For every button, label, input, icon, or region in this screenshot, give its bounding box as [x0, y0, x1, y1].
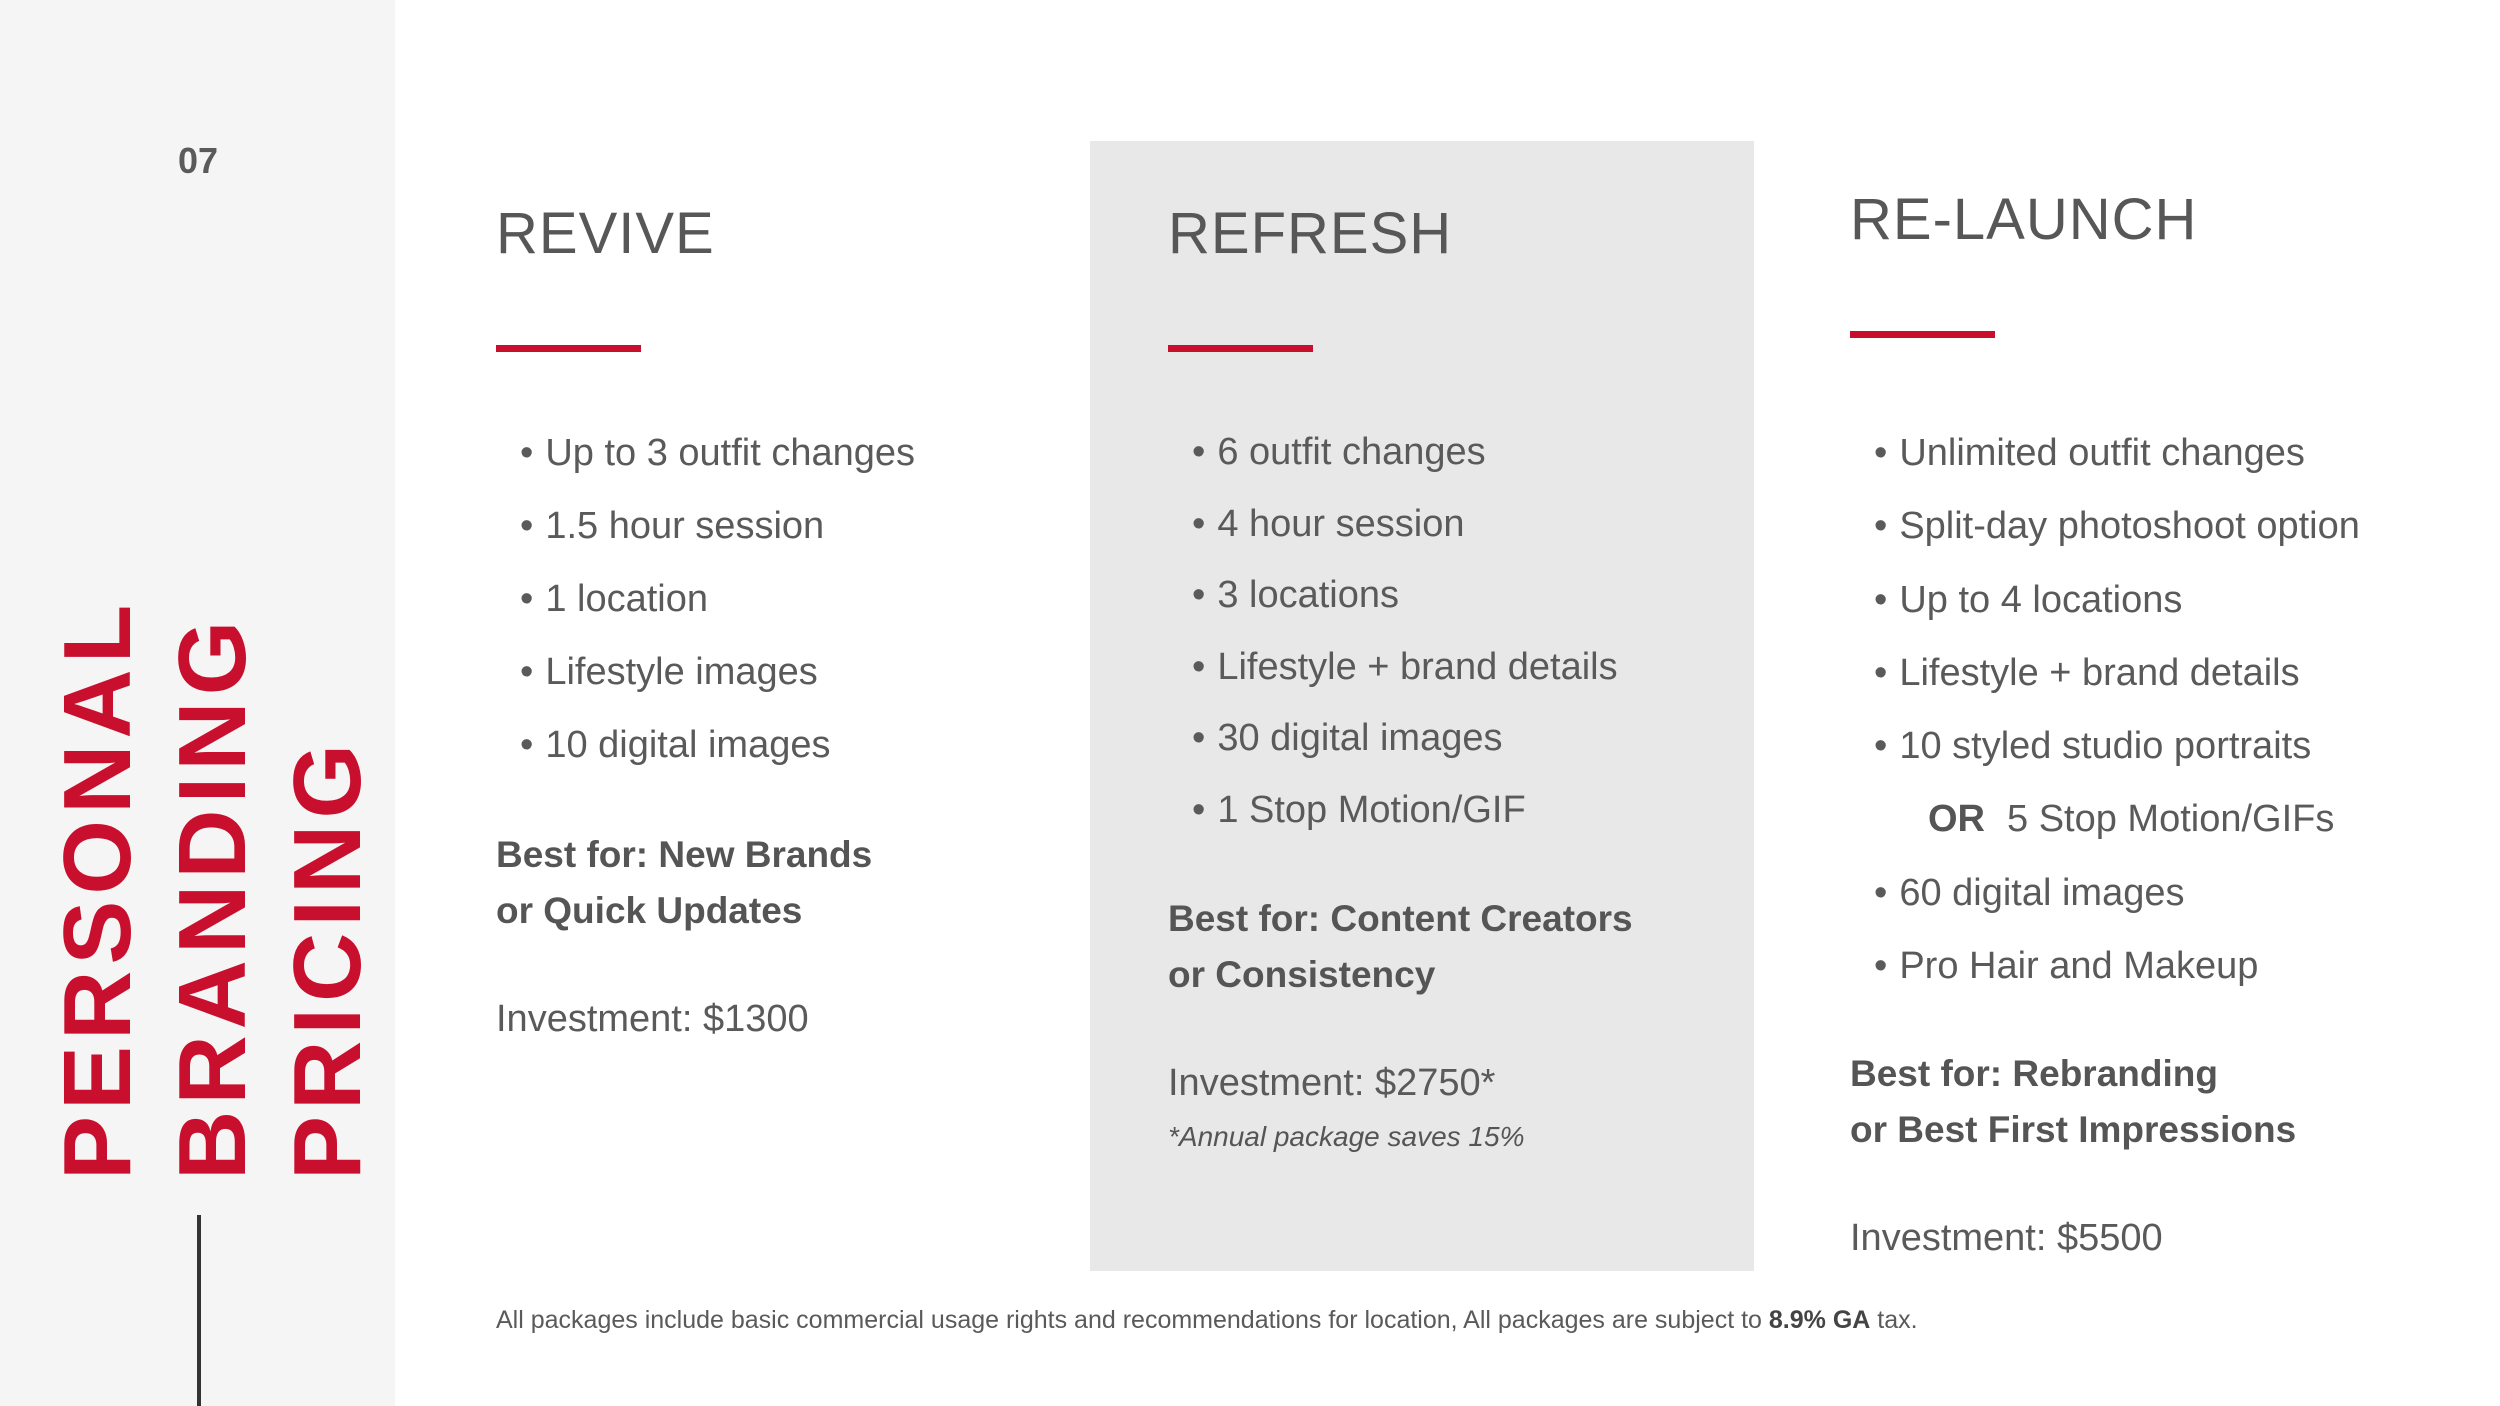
title-line-2: BRANDING [159, 614, 266, 1180]
investment-price: Investment: $2750* [1168, 1062, 1496, 1104]
list-item: OR 5 Stop Motion/GIFs [1928, 798, 2335, 841]
list-item: • 3 locations [1192, 574, 1399, 616]
list-item: • 60 digital images [1874, 871, 2185, 914]
list-item: • 30 digital images [1192, 717, 1503, 759]
footer-note: All packages include basic commercial usage rights and recommendations for location, All packages are subject to 8.9% GA tax. [496, 1306, 1918, 1334]
list-item: • Up to 4 locations [1874, 578, 2183, 621]
list-item: • Lifestyle + brand details [1192, 645, 1618, 688]
title-line-1: PERSONAL [44, 598, 151, 1180]
package-title: REVIVE [496, 201, 715, 266]
page-number: 07 [178, 140, 219, 181]
best-for: Best for: Rebranding or Best First Impressions [1850, 1053, 2297, 1150]
best-for: Best for: Content Creators or Consistency [1168, 898, 1633, 995]
package-title: REFRESH [1168, 201, 1453, 266]
vertical-divider [197, 1215, 201, 1406]
list-item: • Split-day photoshoot option [1874, 505, 2360, 548]
list-item: • Lifestyle images [520, 651, 818, 693]
sidebar [0, 0, 395, 1406]
list-item: • 10 styled studio portraits [1874, 725, 2312, 768]
accent-rule [1168, 345, 1313, 352]
section-title [40, 599, 385, 1180]
package-title: RE-LAUNCH [1850, 187, 2198, 252]
investment-price: Investment: $1300 [496, 998, 809, 1040]
feature-list [1874, 432, 2360, 1018]
annual-note: *Annual package saves 15% [1168, 1121, 1525, 1152]
list-item: • 1 Stop Motion/GIF [1192, 788, 1526, 831]
list-item: • 4 hour session [1192, 502, 1465, 545]
list-item: • 10 digital images [520, 724, 831, 766]
feature-list [1192, 431, 1618, 860]
list-item: • 1.5 hour session [520, 505, 825, 547]
list-item: • Lifestyle + brand details [1874, 651, 2300, 694]
list-item: • Unlimited outfit changes [1874, 432, 2305, 474]
accent-rule [496, 345, 641, 352]
title-line-3: PRICING [274, 737, 381, 1180]
list-item: • Up to 3 outfit changes [520, 432, 915, 474]
list-item: • 1 location [520, 578, 708, 620]
best-for: Best for: New Brands or Quick Updates [496, 834, 873, 931]
accent-rule [1850, 331, 1995, 338]
list-item: • 6 outfit changes [1192, 431, 1486, 473]
feature-list [520, 432, 915, 797]
list-item: • Pro Hair and Makeup [1874, 945, 2259, 988]
investment-price: Investment: $5500 [1850, 1217, 2163, 1259]
